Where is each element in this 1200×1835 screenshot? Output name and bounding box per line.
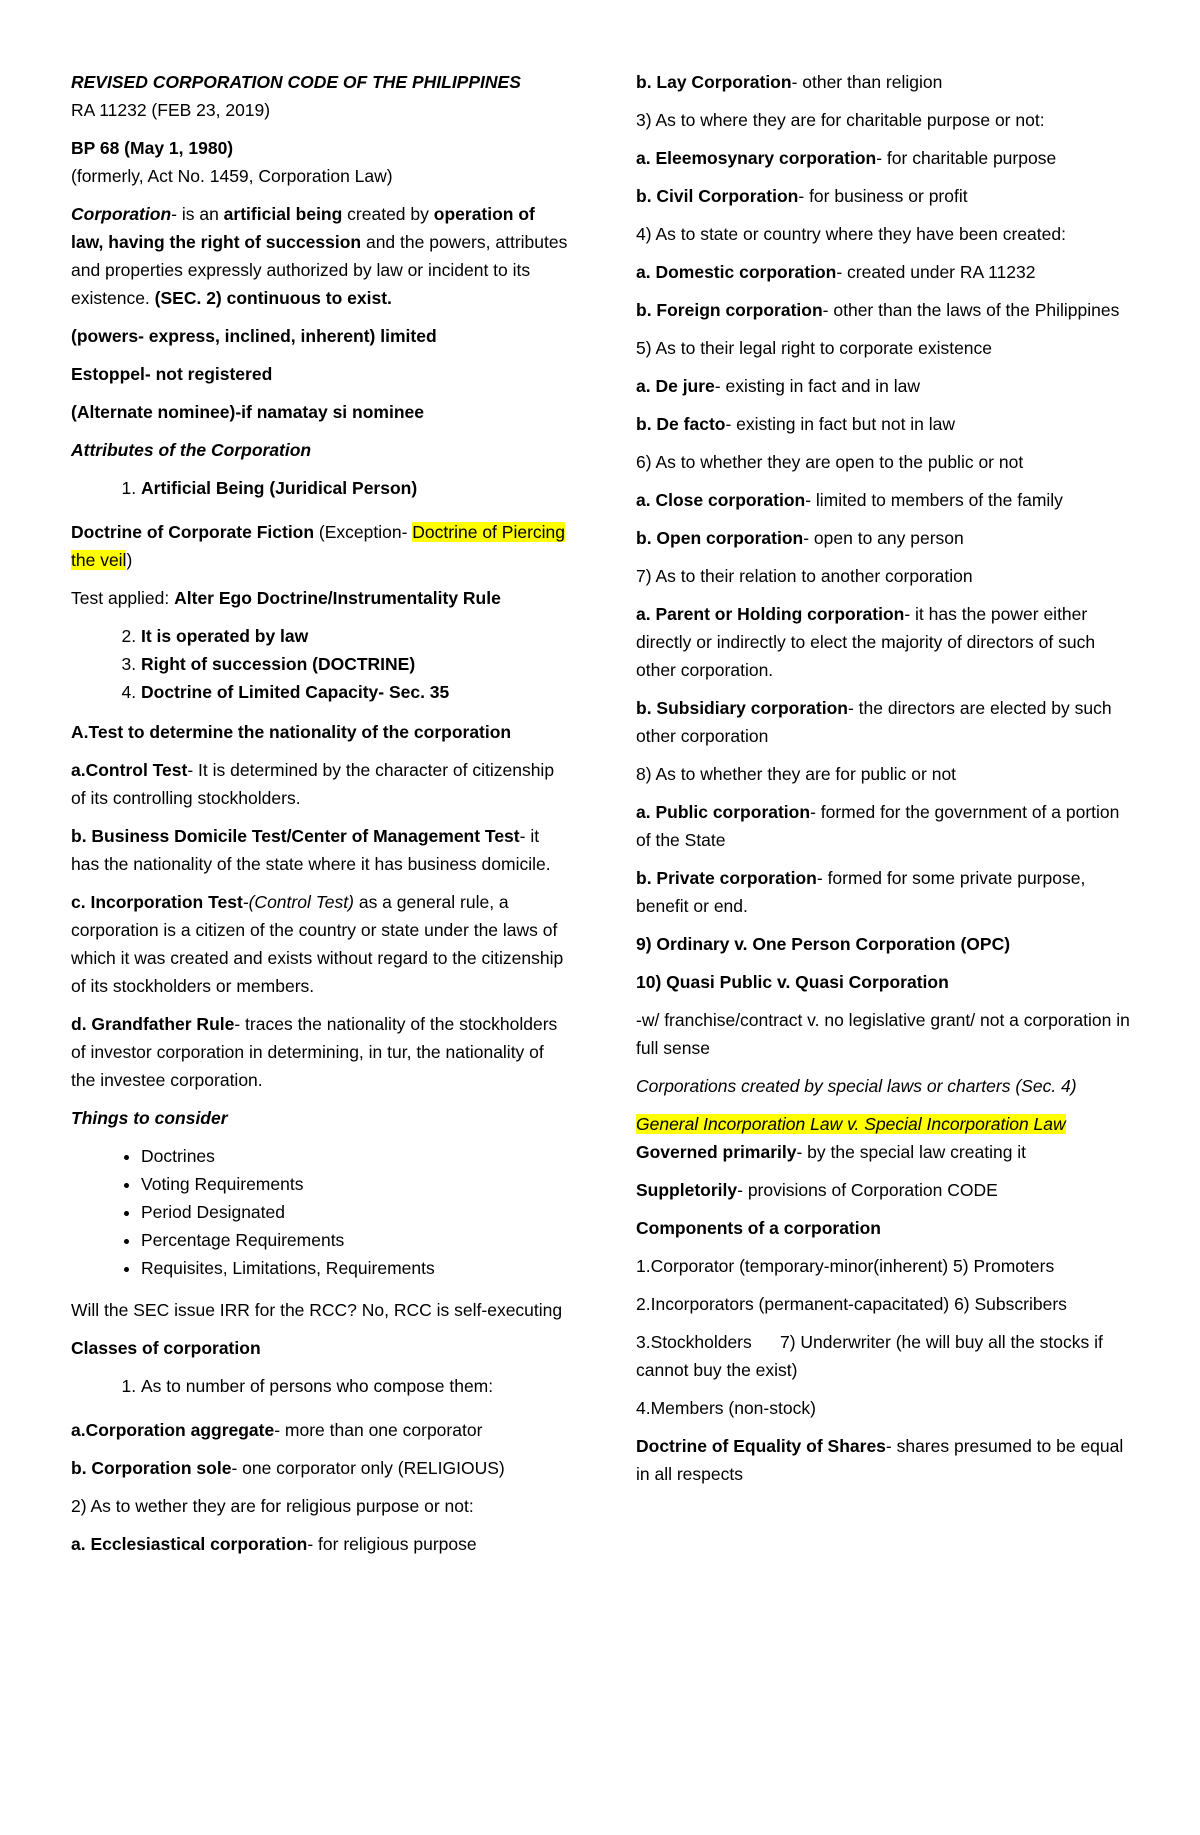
aggregate-line: a.Corporation aggregate- more than one corporator bbox=[71, 1420, 483, 1440]
bp-line: BP 68 (May 1, 1980) bbox=[71, 138, 234, 158]
test-applied: Test applied: Alter Ego Doctrine/Instrumentality Rule bbox=[71, 588, 501, 608]
class10-line: 10) Quasi Public v. Quasi Corporation bbox=[636, 972, 949, 992]
class5-line: 5) As to their legal right to corporate existence bbox=[636, 338, 993, 358]
close-line: a. Close corporation- limited to members of the family bbox=[636, 490, 1063, 510]
component-2: 2.Incorporators (permanent-capacitated) 6) Subscribers bbox=[636, 1294, 1067, 1314]
private-line: b. Private corporation- formed for some private purpose, benefit or end. bbox=[636, 868, 1086, 916]
list-item: 3. Right of succession (DOCTRINE) bbox=[141, 650, 571, 678]
sole-line: b. Corporation sole- one corporator only (RELIGIOUS) bbox=[71, 1458, 505, 1478]
component-3: 3.Stockholders 7) Underwriter (he will buy all the stocks if cannot buy the exist) bbox=[636, 1332, 1103, 1380]
defacto-line: b. De facto- existing in fact but not in law bbox=[636, 414, 956, 434]
things-list bbox=[71, 1142, 571, 1282]
list-item: 1. As to number of persons who compose them: bbox=[141, 1372, 571, 1400]
doctrine-fiction: Doctrine of Corporate Fiction (Exception- Doctrine of Piercing the veil) bbox=[71, 522, 566, 570]
parent-line: a. Parent or Holding corporation- it has the power either directly or indirectly to elect the majority of directors of such other corporation. bbox=[636, 604, 1096, 680]
nationality-heading: A.Test to determine the nationality of the corporation bbox=[71, 722, 512, 742]
classes-list bbox=[71, 1372, 571, 1400]
classes-heading: Classes of corporation bbox=[71, 1338, 261, 1358]
list-item: • Doctrines bbox=[141, 1142, 571, 1170]
list-item: 4. Doctrine of Limited Capacity- Sec. 35 bbox=[141, 678, 571, 706]
civil-line: b. Civil Corporation- for business or profit bbox=[636, 186, 968, 206]
attributes-heading: Attributes of the Corporation bbox=[71, 440, 312, 460]
class4-line: 4) As to state or country where they have been created: bbox=[636, 224, 1066, 244]
ra-line: RA 11232 (FEB 23, 2019) bbox=[71, 100, 271, 120]
estoppel-line: Estoppel- not registered bbox=[71, 364, 273, 384]
list-item: 2. It is operated by law bbox=[141, 622, 571, 650]
sec-irr-question: Will the SEC issue IRR for the RCC? No, RCC is self-executing bbox=[71, 1300, 563, 1320]
class7-line: 7) As to their relation to another corporation bbox=[636, 566, 973, 586]
quasi-description: -w/ franchise/contract v. no legislative grant/ not a corporation in full sense bbox=[636, 1010, 1130, 1058]
corporation-definition: Corporation- is an artificial being created by operation of law, having the right of succession and the powers, attributes and properties expressly authorized by law or incident to its existence. (SEC. 2) continuous to exist. bbox=[71, 204, 568, 308]
control-test: a.Control Test- It is determined by the character of citizenship of its controlling stockholders. bbox=[71, 760, 555, 808]
list-item: • Requisites, Limitations, Requirements bbox=[141, 1254, 571, 1282]
document-title: REVISED CORPORATION CODE OF THE PHILIPPINES bbox=[71, 72, 521, 92]
class2-line: 2) As to wether they are for religious purpose or not: bbox=[71, 1496, 474, 1516]
foreign-line: b. Foreign corporation- other than the laws of the Philippines bbox=[636, 300, 1120, 320]
list-item: • Voting Requirements bbox=[141, 1170, 571, 1198]
eleemosynary-line: a. Eleemosynary corporation- for charitable purpose bbox=[636, 148, 1057, 168]
formerly-line: (formerly, Act No. 1459, Corporation Law) bbox=[71, 166, 393, 186]
special-laws-line: Corporations created by special laws or charters (Sec. 4) bbox=[636, 1076, 1077, 1096]
equality-line: Doctrine of Equality of Shares- shares presumed to be equal in all respects bbox=[636, 1436, 1124, 1484]
open-line: b. Open corporation- open to any person bbox=[636, 528, 964, 548]
ecclesiastical-line: a. Ecclesiastical corporation- for religious purpose bbox=[71, 1534, 477, 1554]
class6-line: 6) As to whether they are open to the public or not bbox=[636, 452, 1024, 472]
class9-line: 9) Ordinary v. One Person Corporation (OPC) bbox=[636, 934, 1011, 954]
powers-line: (powers- express, inclined, inherent) limited bbox=[71, 326, 437, 346]
subsidiary-line: b. Subsidiary corporation- the directors are elected by such other corporation bbox=[636, 698, 1112, 746]
domestic-line: a. Domestic corporation- created under RA 11232 bbox=[636, 262, 1036, 282]
dejure-line: a. De jure- existing in fact and in law bbox=[636, 376, 921, 396]
governed-line: Governed primarily- by the special law creating it bbox=[636, 1142, 1027, 1162]
list-item: • Percentage Requirements bbox=[141, 1226, 571, 1254]
class3-line: 3) As to where they are for charitable purpose or not: bbox=[636, 110, 1045, 130]
attributes-list-2 bbox=[71, 622, 571, 706]
class8-line: 8) As to whether they are for public or not bbox=[636, 764, 957, 784]
lay-line: b. Lay Corporation- other than religion bbox=[636, 72, 943, 92]
grandfather-rule: d. Grandfather Rule- traces the nationality of the stockholders of investor corporation in determining, in tur, the nationality of the investee corporation. bbox=[71, 1014, 558, 1090]
component-1: 1.Corporator (temporary-minor(inherent) 5) Promoters bbox=[636, 1256, 1055, 1276]
components-heading: Components of a corporation bbox=[636, 1218, 881, 1238]
component-4: 4.Members (non-stock) bbox=[636, 1398, 816, 1418]
general-vs-special-line: General Incorporation Law v. Special Incorporation Law bbox=[636, 1114, 1066, 1134]
domicile-test: b. Business Domicile Test/Center of Management Test- it has the nationality of the state where it has business domicile. bbox=[71, 826, 551, 874]
left-column bbox=[71, 68, 571, 1568]
alternate-line: (Alternate nominee)-if namatay si nominee bbox=[71, 402, 424, 422]
right-column bbox=[636, 68, 1136, 1498]
incorporation-test: c. Incorporation Test-(Control Test) as a general rule, a corporation is a citizen of the country or state under the laws of which it was created and exists without regard to the citizenship of its stockholders or members. bbox=[71, 892, 564, 996]
attributes-list-1 bbox=[71, 474, 571, 502]
list-item: • Period Designated bbox=[141, 1198, 571, 1226]
list-item: 1. Artificial Being (Juridical Person) bbox=[141, 474, 571, 502]
suppletorily-line: Suppletorily- provisions of Corporation CODE bbox=[636, 1180, 998, 1200]
public-line: a. Public corporation- formed for the government of a portion of the State bbox=[636, 802, 1120, 850]
things-heading: Things to consider bbox=[71, 1108, 228, 1128]
